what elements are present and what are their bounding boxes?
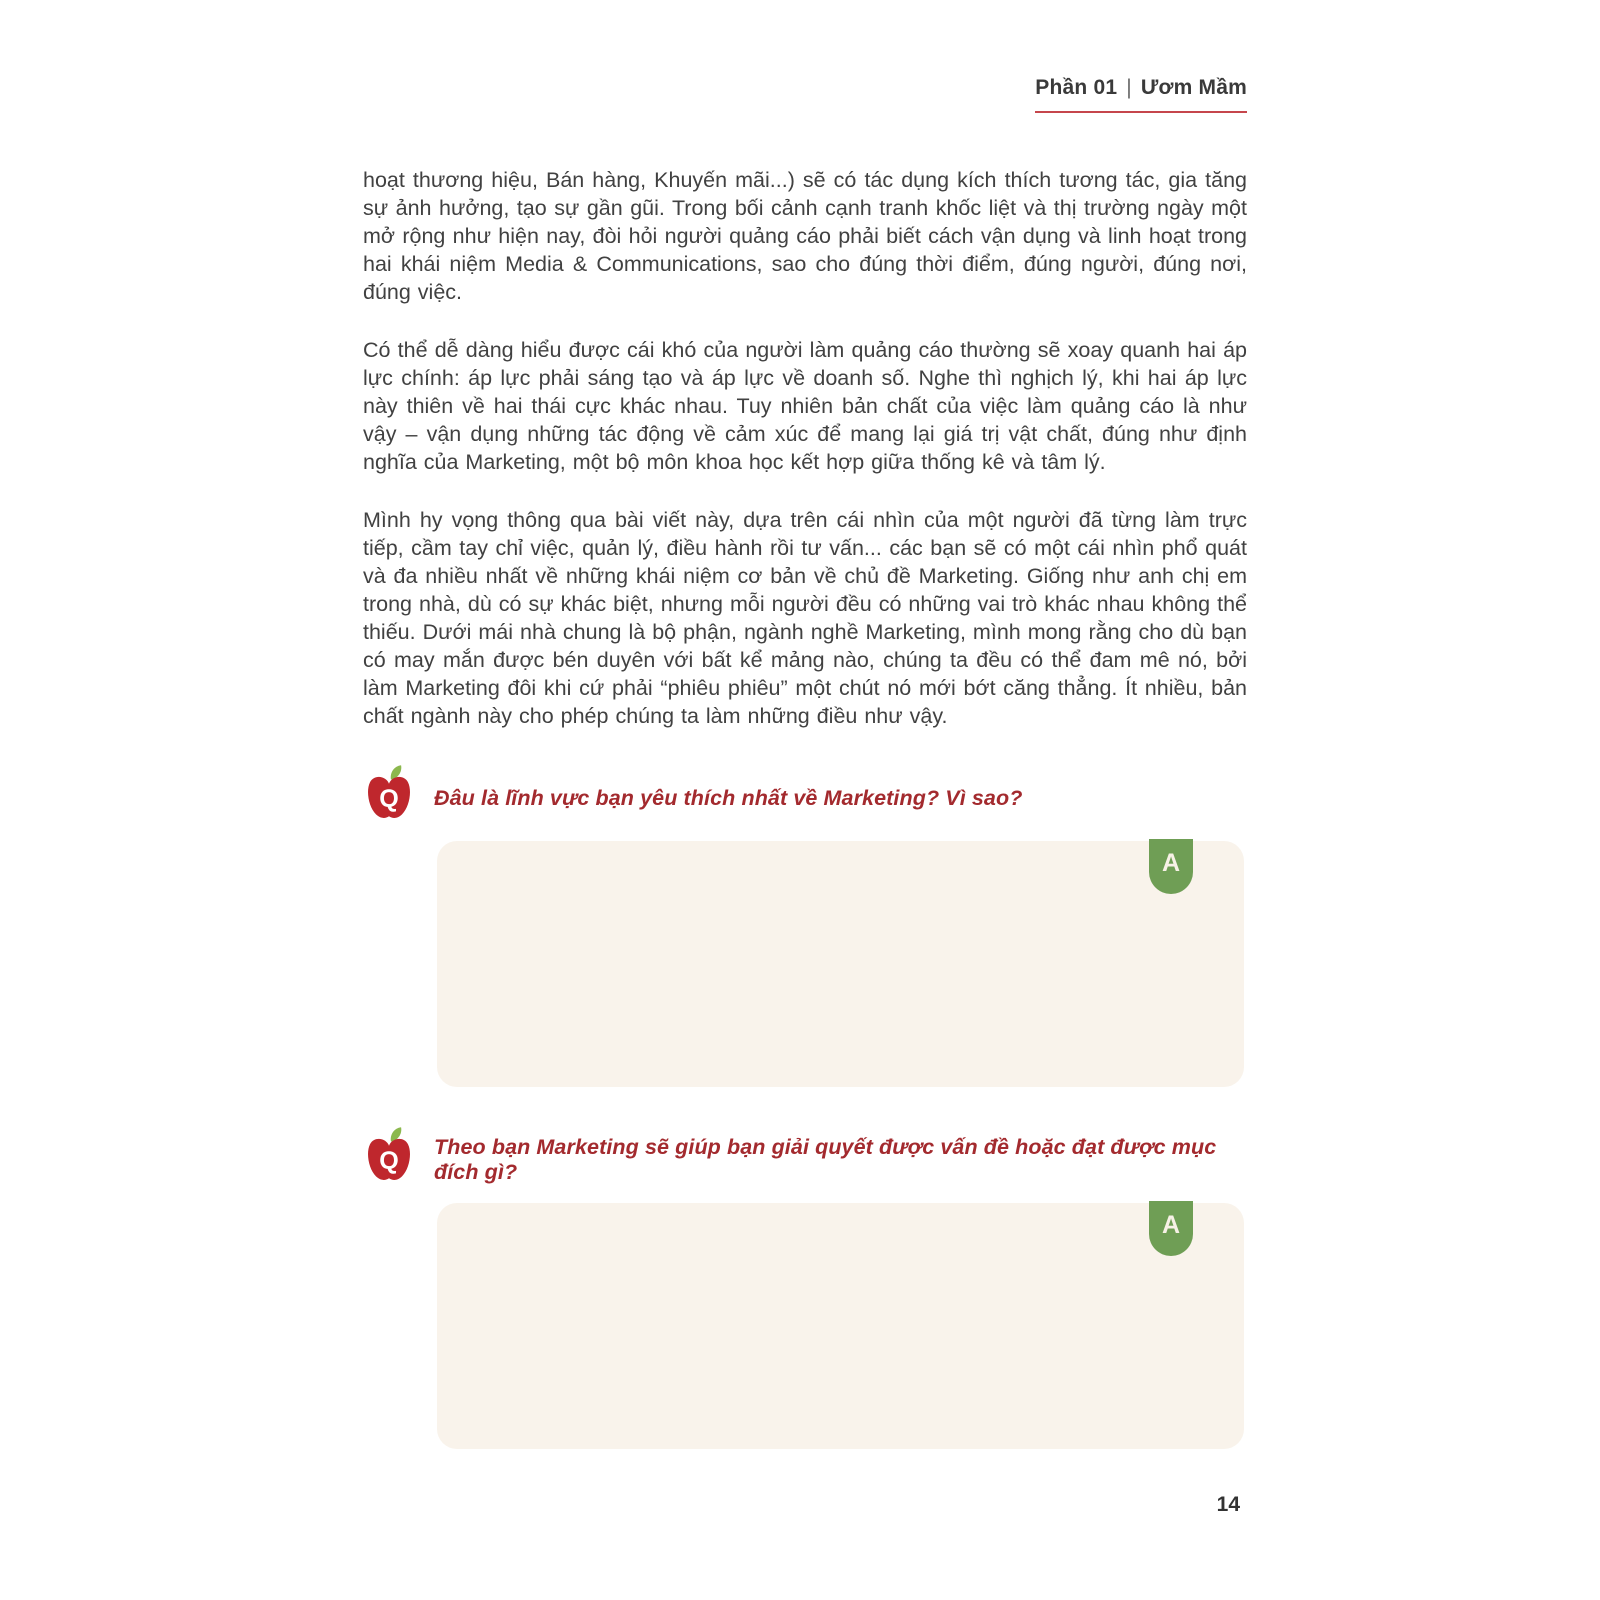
q-letter: Q — [379, 1147, 399, 1175]
header-chapter-label: Ươm Mầm — [1140, 76, 1247, 99]
question-row — [363, 762, 1247, 826]
question-text: Theo bạn Marketing sẽ giúp bạn giải quyết được vấn đề hoặc đạt được mục đích gì? — [434, 1135, 1217, 1184]
question-apple-icon — [363, 1126, 415, 1186]
answer-box — [437, 841, 1244, 1087]
paragraph: Có thể dễ dàng hiểu được cái khó của người làm quảng cáo thường sẽ xoay quanh hai áp lực chính: áp lực phải sáng tạo và áp lực về doanh số. Nghe thì nghịch lý, khi hai áp lực này thiên về hai thái cực khác nhau. Tuy nhiên bản chất của việc làm quảng cáo là như vậy – vận dụng những tác động về cảm xúc để mang lại giá trị vật chất, đúng như định nghĩa của Marketing, một bộ môn khoa học kết hợp giữa thống kê và tâm lý. — [363, 338, 1247, 474]
header-section-label: Phần 01 — [1035, 76, 1118, 99]
paragraph: Mình hy vọng thông qua bài viết này, dựa trên cái nhìn của một người đã từng làm trực tiếp, cầm tay chỉ việc, quản lý, điều hành rồi tư vấn... các bạn sẽ có một cái nhìn phổ quát và đa nhiều nhất về những khái niệm cơ bản về chủ đề Marketing. Giống như anh chị em trong nhà, dù có sự khác biệt, nhưng mỗi người đều có những vai trò khác nhau không thể thiếu. Dưới mái nhà chung là bộ phận, ngành nghề Marketing, mình mong rằng cho dù bạn có may mắn được bén duyên với bất kể mảng nào, chúng ta đều có thể đam mê nó, bởi làm Marketing đôi khi cứ phải “phiêu phiêu” một chút nó mới bớt căng thẳng. Ít nhiều, bản chất ngành này cho phép chúng ta làm những điều như vậy. — [363, 508, 1247, 728]
answer-badge: A — [1149, 839, 1193, 894]
body-text — [363, 166, 1247, 760]
question-apple-icon — [363, 764, 415, 824]
running-header — [1035, 76, 1247, 113]
answer-badge: A — [1149, 1201, 1193, 1256]
running-header-text — [1035, 76, 1247, 113]
header-divider: | — [1126, 76, 1132, 99]
qa-block-2 — [363, 1124, 1247, 1449]
answer-box — [437, 1203, 1244, 1449]
q-letter: Q — [379, 785, 399, 813]
page-number: 14 — [1216, 1493, 1240, 1516]
paragraph: hoạt thương hiệu, Bán hàng, Khuyến mãi...) sẽ có tác dụng kích thích tương tác, gia tăng sự ảnh hưởng, tạo sự gần gũi. Trong bối cảnh cạnh tranh khốc liệt và thị trường ngày một mở rộng như hiện nay, đòi hỏi người quảng cáo phải biết cách vận dụng và linh hoạt trong hai khái niệm Media & Communications, sao cho đúng thời điểm, đúng người, đúng nơi, đúng việc. — [363, 168, 1247, 304]
question-row — [363, 1124, 1247, 1188]
qa-block-1 — [363, 762, 1247, 1087]
question-text: Đâu là lĩnh vực bạn yêu thích nhất về Marketing? Vì sao? — [434, 785, 1023, 810]
